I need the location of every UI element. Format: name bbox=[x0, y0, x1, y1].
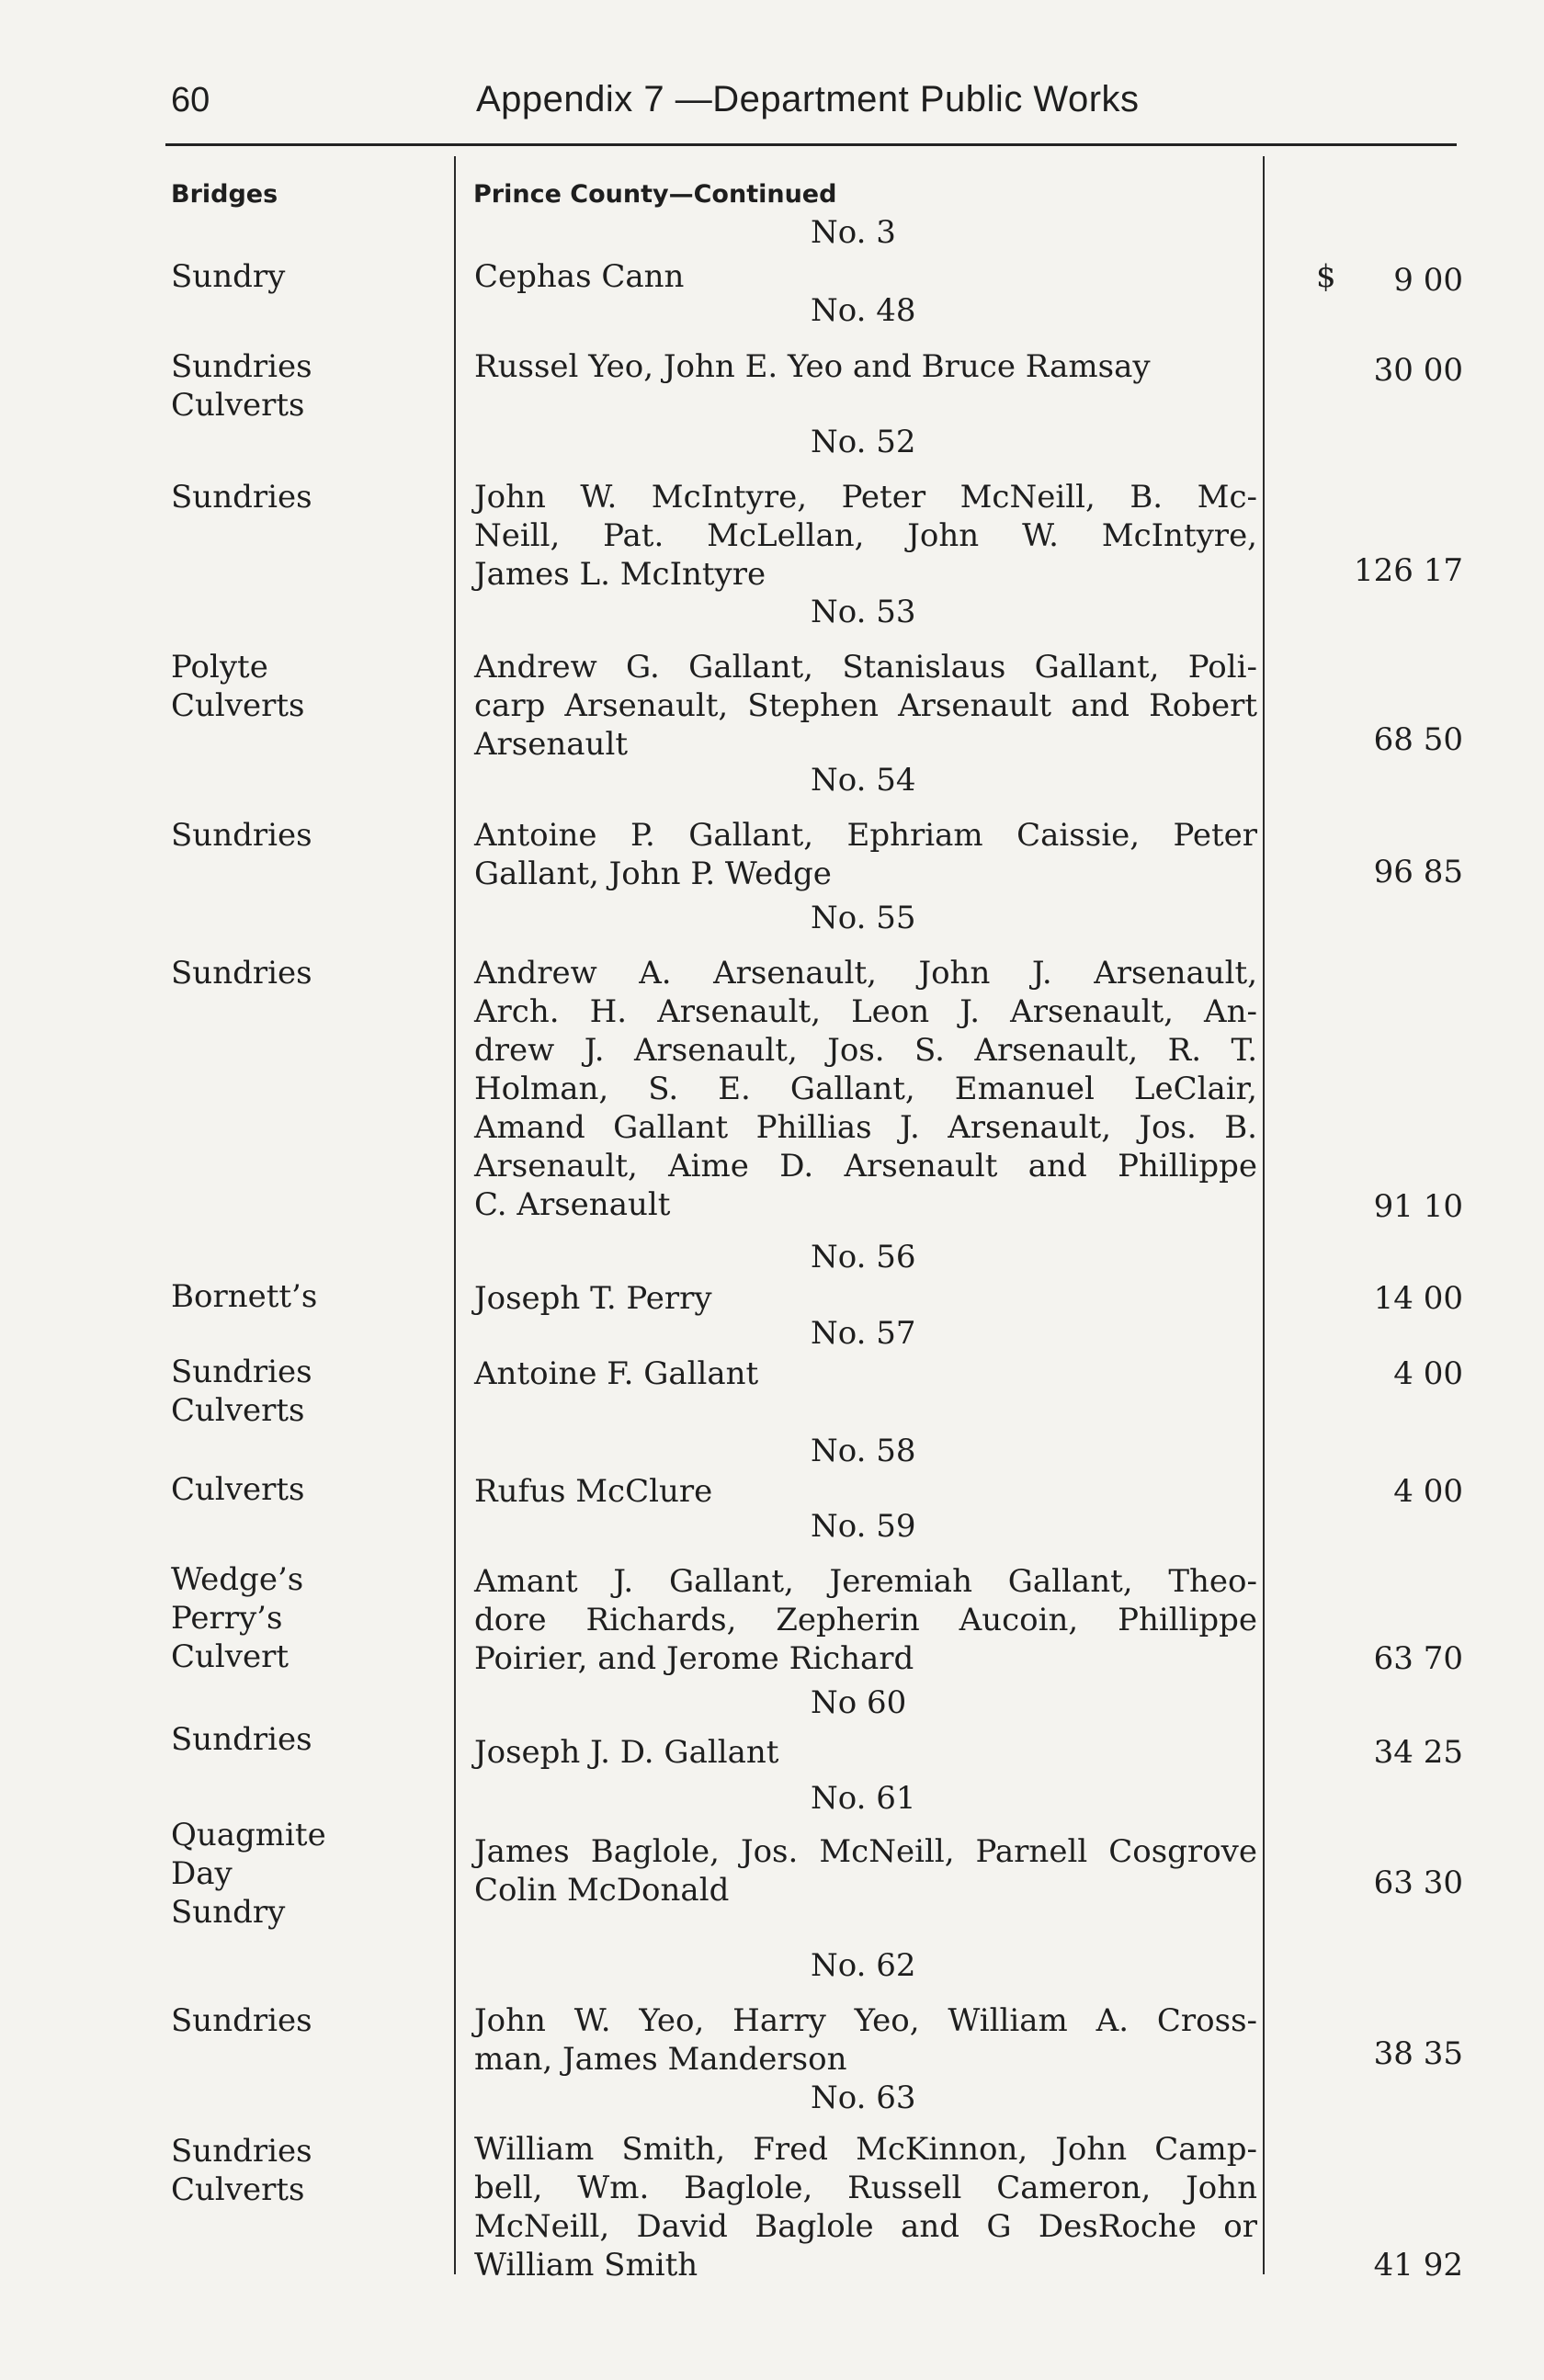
entry-number: No. 56 bbox=[811, 1239, 916, 1275]
entry-names bbox=[474, 478, 1257, 594]
entry-number: No. 59 bbox=[811, 1508, 916, 1545]
county-column-heading: Prince County—Continued bbox=[473, 180, 837, 209]
names-line: Cephas Cann bbox=[474, 258, 685, 295]
names-line: John W. McIntyre, Peter McNeill, B. Mc- bbox=[474, 479, 1257, 516]
names-line: Neill, Pat. McLellan, John W. McIntyre, bbox=[474, 517, 1257, 554]
category-line: Sundries bbox=[171, 955, 312, 992]
entry-category bbox=[171, 2132, 312, 2209]
entry-amount: 34 25 bbox=[1373, 1734, 1463, 1771]
category-line: Sundries bbox=[171, 348, 312, 385]
category-line: Perry’s bbox=[171, 1600, 283, 1637]
names-line: Amant J. Gallant, Jeremiah Gallant, Theo- bbox=[474, 1563, 1257, 1600]
category-line: Wedge’s bbox=[171, 1561, 304, 1598]
entry-category bbox=[171, 478, 312, 516]
entry-names bbox=[474, 2001, 1257, 2079]
category-line: Sundries bbox=[171, 1721, 312, 1758]
category-line: Sundries bbox=[171, 817, 312, 854]
entry-category bbox=[171, 1470, 304, 1509]
category-line: Culverts bbox=[171, 1392, 305, 1429]
names-line: James L. McIntyre bbox=[474, 556, 766, 593]
left-column-rule bbox=[454, 156, 456, 2274]
entry-names bbox=[474, 954, 1257, 1224]
entry-number: No. 55 bbox=[811, 900, 916, 936]
names-line: Colin McDonald bbox=[474, 1872, 730, 1909]
entry-names bbox=[474, 1733, 1257, 1772]
page-title: Appendix 7 —Department Public Works bbox=[476, 79, 1140, 119]
names-line: James Baglole, Jos. McNeill, Parnell Cosgrove bbox=[474, 1833, 1257, 1870]
names-line: bell, Wm. Baglole, Russell Cameron, John bbox=[474, 2170, 1257, 2206]
names-line: William Smith bbox=[474, 2247, 698, 2284]
entry-names bbox=[474, 1562, 1257, 1678]
names-line: Andrew A. Arsenault, John J. Arsenault, bbox=[474, 955, 1257, 992]
names-line: Amand Gallant Phillias J. Arsenault, Jos. B. bbox=[474, 1109, 1257, 1146]
category-line: Culverts bbox=[171, 687, 305, 724]
category-line: Day bbox=[171, 1855, 233, 1892]
entry-amount: 126 17 bbox=[1354, 552, 1463, 589]
names-line: John W. Yeo, Harry Yeo, William A. Cross- bbox=[474, 2002, 1257, 2039]
entry-number: No. 53 bbox=[811, 594, 916, 630]
names-line: Antoine P. Gallant, Ephriam Caissie, Peter bbox=[474, 817, 1257, 854]
entry-category bbox=[171, 1720, 312, 1759]
names-line: man, James Manderson bbox=[474, 2041, 847, 2078]
names-line: Andrew G. Gallant, Stanislaus Gallant, Poli- bbox=[474, 649, 1257, 686]
header-rule bbox=[165, 143, 1457, 146]
names-line: Arsenault bbox=[474, 726, 628, 763]
names-line: William Smith, Fred McKinnon, John Camp- bbox=[474, 2131, 1257, 2168]
category-line: Culvert bbox=[171, 1638, 290, 1675]
names-line: dore Richards, Zepherin Aucoin, Phillippe bbox=[474, 1602, 1257, 1638]
entry-category bbox=[171, 1560, 303, 1676]
entry-category bbox=[171, 347, 312, 425]
entry-category bbox=[171, 816, 312, 855]
entry-number: No 60 bbox=[811, 1684, 907, 1721]
names-line: drew J. Arsenault, Jos. S. Arsenault, R. T. bbox=[474, 1032, 1257, 1069]
entry-category bbox=[171, 1277, 317, 1316]
page-number: 60 bbox=[171, 81, 210, 119]
names-line: C. Arsenault bbox=[474, 1186, 671, 1223]
entry-amount: 63 30 bbox=[1373, 1864, 1463, 1901]
category-line: Sundry bbox=[171, 258, 286, 295]
entry-names bbox=[474, 2130, 1257, 2284]
names-line: carp Arsenault, Stephen Arsenault and Robert bbox=[474, 687, 1257, 724]
entry-names bbox=[474, 816, 1257, 893]
entry-amount: 9 00 bbox=[1393, 262, 1463, 299]
names-line: Russel Yeo, John E. Yeo and Bruce Ramsay bbox=[474, 348, 1151, 385]
entry-amount: 4 00 bbox=[1393, 1473, 1463, 1510]
entry-names bbox=[474, 1832, 1257, 1910]
entry-amount: 4 00 bbox=[1393, 1355, 1463, 1392]
entry-amount: 41 92 bbox=[1373, 2247, 1463, 2284]
entry-number: No. 57 bbox=[811, 1315, 916, 1352]
entry-number: No. 63 bbox=[811, 2080, 916, 2116]
category-line: Culverts bbox=[171, 387, 305, 424]
dollar-sign: $ bbox=[1316, 258, 1336, 295]
category-line: Culverts bbox=[171, 1471, 305, 1508]
entry-amount: 91 10 bbox=[1373, 1188, 1463, 1225]
entry-number: No. 62 bbox=[811, 1947, 916, 1984]
entry-category bbox=[171, 1816, 326, 1932]
entry-amount: 14 00 bbox=[1373, 1280, 1463, 1317]
names-line: Rufus McClure bbox=[474, 1473, 713, 1510]
names-line: Poirier, and Jerome Richard bbox=[474, 1640, 914, 1677]
entry-category bbox=[171, 257, 285, 296]
names-line: Joseph T. Perry bbox=[474, 1280, 712, 1317]
names-line: Antoine F. Gallant bbox=[474, 1355, 759, 1392]
page-header bbox=[0, 0, 1544, 147]
entry-category bbox=[171, 1353, 312, 1430]
entry-names bbox=[474, 347, 1257, 386]
entry-amount: 30 00 bbox=[1373, 352, 1463, 389]
entry-number: No. 3 bbox=[811, 214, 896, 251]
category-line: Culverts bbox=[171, 2171, 305, 2208]
category-line: Sundries bbox=[171, 1354, 312, 1390]
category-line: Sundries bbox=[171, 479, 312, 516]
entry-names bbox=[474, 257, 1257, 296]
category-line: Sundries bbox=[171, 2133, 312, 2170]
entry-names bbox=[474, 1354, 1257, 1393]
entry-amount: 96 85 bbox=[1373, 854, 1463, 890]
entry-number: No. 54 bbox=[811, 762, 916, 799]
entry-category bbox=[171, 648, 304, 725]
category-line: Sundry bbox=[171, 1894, 286, 1931]
category-line: Sundries bbox=[171, 2002, 312, 2039]
entry-category bbox=[171, 2001, 312, 2040]
entry-number: No. 58 bbox=[811, 1433, 916, 1469]
entry-names bbox=[474, 648, 1257, 764]
bridges-column-heading: Bridges bbox=[171, 180, 278, 209]
entry-names bbox=[474, 1472, 1257, 1511]
names-line: McNeill, David Baglole and G DesRoche or bbox=[474, 2208, 1257, 2245]
entry-number: No. 48 bbox=[811, 292, 916, 329]
entry-category bbox=[171, 954, 312, 992]
entry-amount: 68 50 bbox=[1373, 721, 1463, 758]
category-line: Bornett’s bbox=[171, 1278, 318, 1315]
category-line: Polyte bbox=[171, 649, 268, 686]
entry-number: No. 61 bbox=[811, 1780, 916, 1817]
names-line: Arsenault, Aime D. Arsenault and Phillippe bbox=[474, 1148, 1257, 1184]
names-line: Gallant, John P. Wedge bbox=[474, 856, 832, 892]
names-line: Holman, S. E. Gallant, Emanuel LeClair, bbox=[474, 1071, 1257, 1107]
entry-amount: 38 35 bbox=[1373, 2035, 1463, 2072]
names-line: Arch. H. Arsenault, Leon J. Arsenault, An- bbox=[474, 993, 1257, 1030]
names-line: Joseph J. D. Gallant bbox=[474, 1734, 779, 1771]
category-line: Quagmite bbox=[171, 1817, 326, 1853]
entry-number: No. 52 bbox=[811, 424, 916, 460]
entry-names bbox=[474, 1279, 1257, 1318]
entry-amount: 63 70 bbox=[1373, 1640, 1463, 1677]
